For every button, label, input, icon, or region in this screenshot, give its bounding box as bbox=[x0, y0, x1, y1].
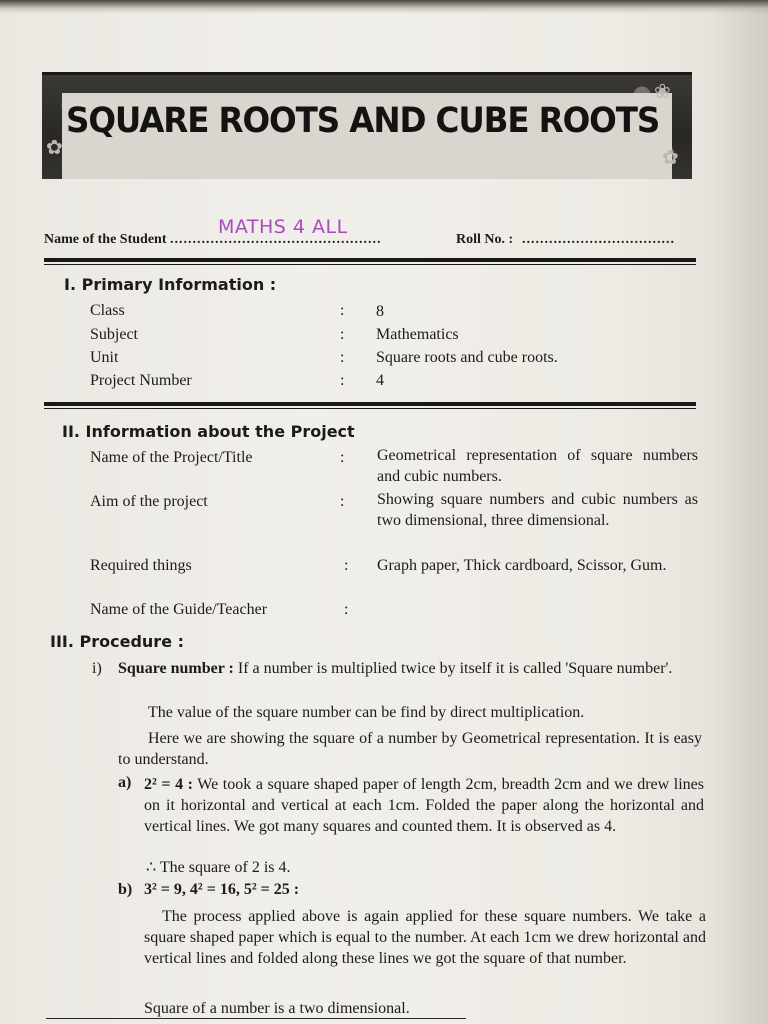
info-value: 4 bbox=[376, 372, 384, 389]
page-title: SQUARE ROOTS AND CUBE ROOTS bbox=[66, 101, 660, 141]
square-number-definition: Square number : If a number is multiplied twice by itself it is called 'Square number'. bbox=[118, 660, 673, 677]
divider bbox=[44, 264, 696, 265]
info-value: Showing square numbers and cubic numbers as two dimensional, three dimensional. bbox=[377, 491, 698, 529]
flower-ornament-icon: ❀ bbox=[654, 81, 671, 103]
divider bbox=[44, 402, 696, 406]
section-heading: I. Primary Information : bbox=[64, 275, 277, 294]
info-label: Unit bbox=[90, 349, 119, 366]
info-label: Name of the Project/Title bbox=[90, 449, 253, 466]
info-value: Mathematics bbox=[376, 326, 459, 343]
example-b-heading: 3² = 9, 4² = 16, 5² = 25 : bbox=[144, 881, 300, 898]
divider bbox=[46, 1018, 466, 1019]
student-name-label: Name of the Student bbox=[44, 232, 167, 247]
conclusion: ∴ The square of 2 is 4. bbox=[146, 859, 291, 876]
example-b: The process applied above is again applied for these square numbers. We take a square shaped paper which is equal to the number. At each 1cm we drew horizontal and vertical lines and folded along these lines we got the square of that number. bbox=[144, 908, 706, 967]
list-marker: i) bbox=[92, 660, 102, 677]
info-label: Class bbox=[90, 302, 125, 319]
paragraph: Square of a number is a two dimensional. bbox=[144, 1000, 410, 1017]
info-value: Square roots and cube roots. bbox=[376, 349, 558, 366]
info-label: Aim of the project bbox=[90, 493, 208, 510]
roll-no-dots: .................................. bbox=[522, 232, 675, 247]
info-value: Graph paper, Thick cardboard, Scissor, Gum. bbox=[377, 557, 667, 574]
info-label: Subject bbox=[90, 326, 138, 343]
section-heading: II. Information about the Project bbox=[62, 422, 355, 441]
paragraph: The value of the square number can be find by direct multiplication. bbox=[148, 704, 585, 721]
divider bbox=[44, 408, 696, 409]
student-name-value: MATHS 4 ALL bbox=[218, 216, 348, 238]
flower-ornament-icon: ✿ bbox=[662, 147, 679, 169]
info-value: 8 bbox=[376, 303, 384, 320]
student-row bbox=[44, 232, 694, 256]
page-top-edge bbox=[0, 0, 768, 14]
paragraph: Here we are showing the square of a number by Geometrical representation. It is easy to understand. bbox=[118, 730, 702, 768]
flower-ornament-icon: ✿ bbox=[46, 137, 63, 159]
example-a: 2² = 4 : We took a square shaped paper of length 2cm, breadth 2cm and we drew lines on it horizontal and vertical at each 1cm. Folded the paper along the horizontal and vertical lines. We got many squares and counted them. It is observed as 4. bbox=[144, 776, 704, 835]
section-heading: III. Procedure : bbox=[50, 632, 185, 651]
info-label: Required things bbox=[90, 557, 192, 574]
info-value: Geometrical representation of square numbers and cubic numbers. bbox=[377, 447, 698, 485]
list-marker: a) bbox=[118, 774, 132, 791]
title-banner bbox=[42, 72, 692, 179]
list-marker: b) bbox=[118, 881, 133, 898]
roll-no-label: Roll No. : bbox=[456, 232, 514, 247]
divider bbox=[44, 258, 696, 262]
page: ✿ ❀ ✿ SQUARE ROOTS AND CUBE ROOTS MATHS 4 ALL Name of the Student ............................................... Roll No. : .................................. I. Primary Information : Class : 8 Subject : Mathematics Unit : Square roots and cube roots. Project Number : 4 II. Information about the Project Name of the Project/Title : Geometrical representation of square numbers and cubic numbers. Aim of the project : Showing square numbers and cubic numbers as two dimensional, three dimensional. Required things : Graph paper, Thick cardboard, Scissor, Gum. Name of the Guide/Teacher : III. Procedure : i) Square number : If a number is multiplied twice by itself it is called 'Square number'. The value of the square number can be find by direct multiplication. Here we are showing the square of a number by Geometrical representation. It is easy to understand. a) 2² = 4 : We took a square shaped paper of length 2cm, breadth 2cm and we drew lines on it horizontal and vertical at each 1cm. Folded the paper along the horizontal and vertical lines. We got many squares and counted them. It is observed as 4. ∴ The square of 2 is 4. b) 3² = 9, 4² = 16, 5² = 25 : The process applied above is again applied for these square numbers. We take a square shaped paper which is equal to the number. At each 1cm we drew horizontal and vertical lines and folded along these lines we got the square of that number. Square of a number is a two dimensional. bbox=[0, 0, 768, 1024]
info-label: Name of the Guide/Teacher bbox=[90, 601, 268, 618]
info-label: Project Number bbox=[90, 372, 192, 389]
page-shadow bbox=[708, 0, 768, 1024]
student-name-dots: ............................................... bbox=[170, 232, 382, 247]
